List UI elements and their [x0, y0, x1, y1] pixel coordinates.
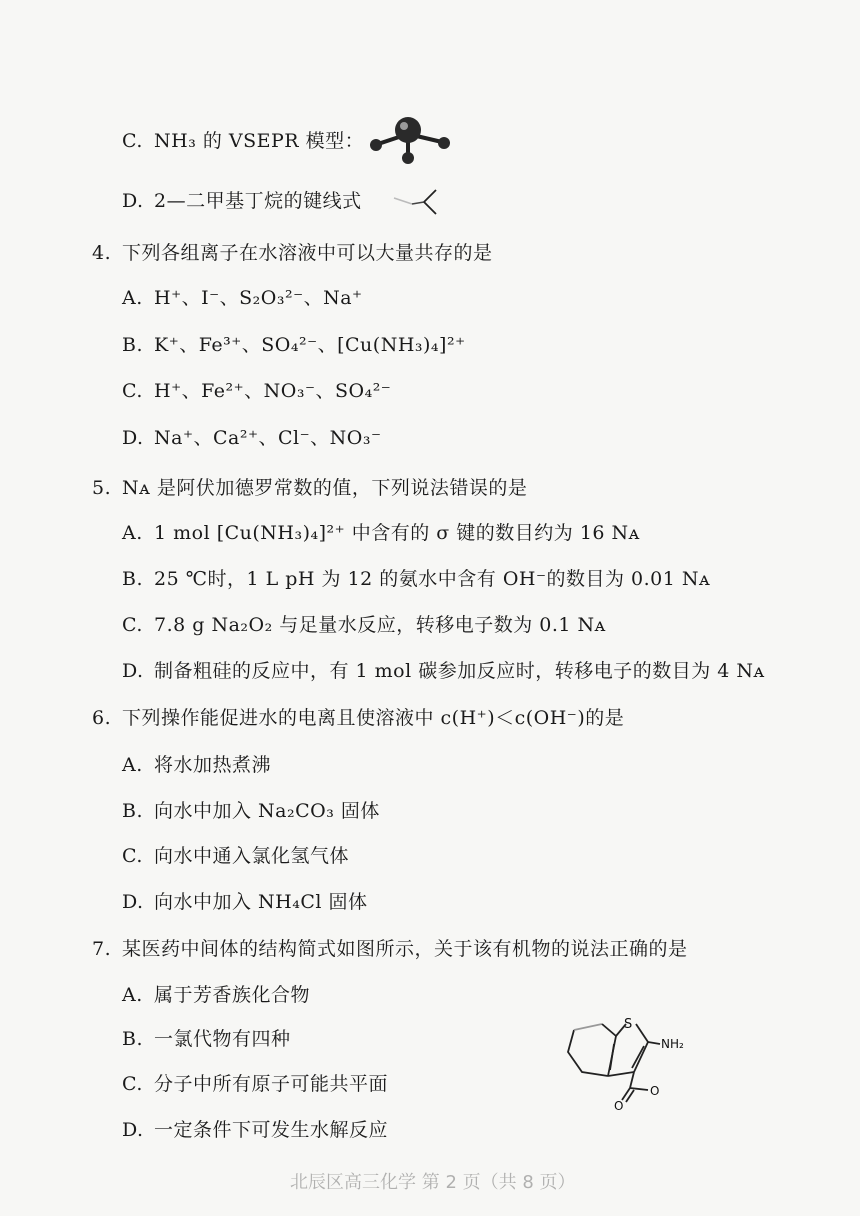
- q7-option-b: [122, 1026, 291, 1052]
- option-letter: C.: [122, 380, 143, 402]
- q7-option-a: [122, 982, 310, 1008]
- q7-option-d: [122, 1117, 388, 1143]
- oxygen-bottom-label: O: [614, 1099, 624, 1110]
- question-number: 5.: [92, 477, 112, 499]
- q5-option-b: [122, 566, 710, 592]
- option-text: 1 mol [Cu(NH₃)₄]²⁺ 中含有的 σ 键的数目约为 16 Nᴀ: [154, 522, 640, 544]
- option-text: H⁺、I⁻、S₂O₃²⁻、Na⁺: [154, 287, 363, 309]
- q6-option-b: [122, 798, 380, 824]
- option-text: 将水加热煮沸: [154, 754, 272, 776]
- option-letter: D.: [122, 1119, 144, 1141]
- option-letter: D.: [122, 190, 144, 212]
- option-letter: C.: [122, 1073, 143, 1095]
- q3-option-c: [122, 128, 364, 154]
- q5-option-d: [122, 658, 765, 684]
- option-text: 向水中加入 NH₄Cl 固体: [154, 891, 368, 913]
- option-text: 一氯代物有四种: [154, 1028, 291, 1050]
- q6-option-a: [122, 752, 271, 778]
- option-text: 制备粗硅的反应中，有 1 mol 碳参加反应时，转移电子的数目为 4 Nᴀ: [154, 660, 765, 682]
- q6-option-d: [122, 889, 368, 915]
- amine-label: NH₂: [661, 1037, 684, 1051]
- oxygen-top-label: O: [650, 1084, 660, 1098]
- option-letter: B.: [122, 1028, 144, 1050]
- bond-line-structure-icon: [390, 184, 442, 220]
- q6-option-c: [122, 843, 349, 869]
- question-7: [92, 936, 688, 962]
- q4-option-d: [122, 425, 381, 451]
- option-text: 7.8 g Na₂O₂ 与足量水反应，转移电子数为 0.1 Nᴀ: [154, 614, 606, 636]
- option-letter: A.: [122, 522, 143, 544]
- option-letter: A.: [122, 287, 143, 309]
- option-letter: C.: [122, 845, 143, 867]
- option-letter: B.: [122, 334, 144, 356]
- option-text: 分子中所有原子可能共平面: [154, 1073, 389, 1095]
- q4-option-c: [122, 378, 391, 404]
- q7-option-c: [122, 1071, 388, 1097]
- option-letter: B.: [122, 800, 144, 822]
- option-text: K⁺、Fe³⁺、SO₄²⁻、[Cu(NH₃)₄]²⁺: [154, 334, 466, 356]
- option-text: 向水中通入氯化氢气体: [154, 845, 350, 867]
- sulfur-label: S: [624, 1017, 633, 1032]
- option-letter: D.: [122, 427, 144, 449]
- page-footer: 北辰区高三化学 第 2 页（共 8 页）: [290, 1172, 576, 1193]
- option-letter: B.: [122, 568, 144, 590]
- option-text: 2—二甲基丁烷的键线式: [154, 190, 362, 212]
- q4-option-a: [122, 285, 363, 311]
- question-5: [92, 475, 527, 501]
- question-stem: 下列操作能促进水的电离且使溶液中 c(H⁺)＜c(OH⁻)的是: [122, 707, 625, 729]
- option-letter: A.: [122, 984, 143, 1006]
- option-text: 25 ℃时，1 L pH 为 12 的氨水中含有 OH⁻的数目为 0.01 Nᴀ: [154, 568, 711, 590]
- option-letter: C.: [122, 130, 143, 152]
- option-text: NH₃ 的 VSEPR 模型：: [154, 130, 365, 152]
- option-letter: A.: [122, 754, 143, 776]
- vsepr-ball-stick-model-icon: [364, 112, 460, 168]
- question-6: [92, 705, 624, 731]
- question-number: 4.: [92, 242, 112, 264]
- option-letter: D.: [122, 891, 144, 913]
- option-letter: D.: [122, 660, 144, 682]
- option-text: H⁺、Fe²⁺、NO₃⁻、SO₄²⁻: [154, 380, 392, 402]
- q5-option-c: [122, 612, 606, 638]
- option-text: 向水中加入 Na₂CO₃ 固体: [154, 800, 380, 822]
- option-text: Na⁺、Ca²⁺、Cl⁻、NO₃⁻: [154, 427, 382, 449]
- q3-option-d: [122, 188, 362, 214]
- question-number: 7.: [92, 938, 112, 960]
- question-stem: Nᴀ 是阿伏加德罗常数的值，下列说法错误的是: [122, 477, 528, 499]
- question-stem: 下列各组离子在水溶液中可以大量共存的是: [122, 242, 493, 264]
- question-stem: 某医药中间体的结构简式如图所示，关于该有机物的说法正确的是: [122, 938, 688, 960]
- option-text: 一定条件下可发生水解反应: [154, 1119, 389, 1141]
- q4-option-b: [122, 332, 466, 358]
- thiophene-structure-icon: [560, 1010, 720, 1110]
- option-letter: C.: [122, 614, 143, 636]
- question-number: 6.: [92, 707, 112, 729]
- q5-option-a: [122, 520, 640, 546]
- question-4: [92, 240, 493, 266]
- option-text: 属于芳香族化合物: [154, 984, 311, 1006]
